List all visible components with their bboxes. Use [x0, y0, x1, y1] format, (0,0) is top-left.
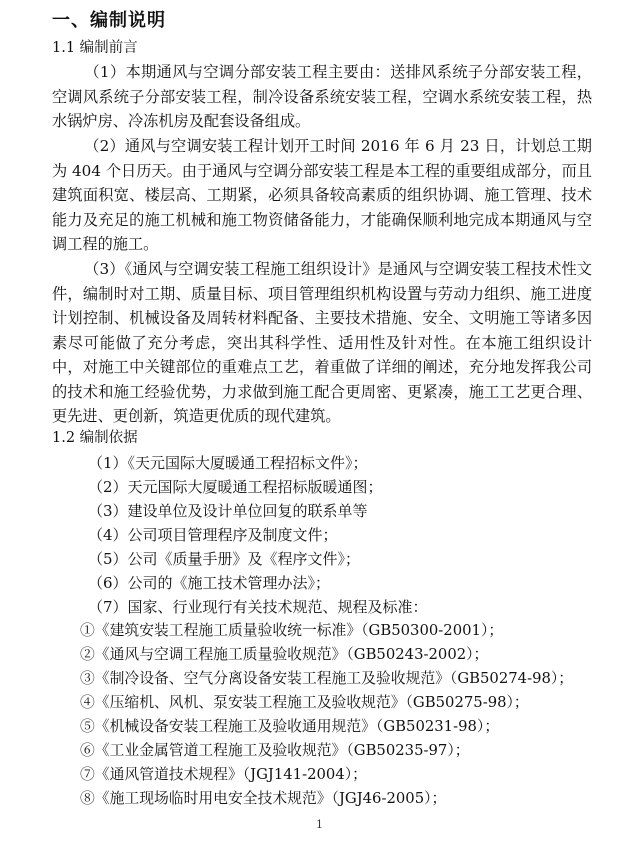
basis-item-7: （7）国家、行业现行有关技术规范、规程及标准： [88, 598, 428, 616]
standard-item-5: ⑤《机械设备安装工程施工及验收通用规范》（GB50231-98）； [80, 718, 500, 735]
page-number: 1 [316, 818, 323, 831]
basis-item-1: （1）《天元国际大厦暖通工程招标文件》； [88, 454, 368, 472]
basis-item-6: （6）公司的《施工技术管理办法》； [88, 574, 331, 592]
standard-item-4: ④《压缩机、风机、泵安装工程施工及验收规范》（GB50275-98）； [80, 694, 529, 711]
standard-item-1: ①《建筑安装工程施工质量验收统一标准》（GB50300-2001）； [80, 622, 504, 639]
section-title: 一、编制说明 [52, 10, 166, 31]
basis-item-3: （3）建设单位及设计单位回复的联系单等 [88, 502, 368, 520]
basis-item-4: （4）公司项目管理程序及制度文件； [88, 526, 338, 544]
standard-item-7: ⑦《通风管道技术规程》（JGJ141-2004）； [80, 766, 367, 783]
paragraph-1 [52, 60, 592, 134]
paragraph-3 [52, 257, 592, 429]
paragraph-2 [52, 134, 592, 257]
standard-item-6: ⑥《工业金属管道工程施工及验收规范》（GB50235-97）； [80, 742, 470, 759]
subsection-title-1-2: 1.2 编制依据 [52, 430, 138, 446]
paragraph-2-text: （2）通风与空调安装工程计划开工时间 2016 年 6 月 23 日，计划总工期为 404 个日历天。由于通风与空调分部安装工程是本工程的重要组成部分，而且建筑面积宽、楼层高、工期紧，必须具备较高素质的组织协调、施工管理、技术能力及充足的施工机械和施工物资储备能力，才能确保顺利地完成本期通风与空调工程的施工。 [52, 137, 592, 253]
standard-item-2: ②《通风与空调工程施工质量验收规范》（GB50243-2002）； [80, 646, 489, 663]
subsection-title-1-1: 1.1 编制前言 [52, 40, 138, 56]
basis-item-5: （5）公司《质量手册》及《程序文件》； [88, 550, 361, 568]
standard-item-3: ③《制冷设备、空气分离设备安装工程施工及验收规范》（GB50274-98）； [80, 670, 574, 687]
basis-item-2: （2）天元国际大厦暖通工程招标版暖通图； [88, 478, 383, 496]
paragraph-1-text: （1）本期通风与空调分部安装工程主要由：送排风系统子分部安装工程，空调风系统子分部安装工程，制冷设备系统安装工程，空调水系统安装工程，热水锅炉房、冷冻机房及配套设备组成。 [52, 63, 592, 130]
standard-item-8: ⑧《施工现场临时用电安全技术规范》（JGJ46-2005）； [80, 790, 447, 807]
paragraph-3-text: （3）《通风与空调安装工程施工组织设计》是通风与空调安装工程技术性文件，编制时对工期、质量目标、项目管理组织机构设置与劳动力组织、施工进度计划控制、机械设备及周转材料配备、主要技术措施、安全、文明施工等诸多因素尽可能做了充分考虑，突出其科学性、适用性及针对性。在本施工组织设计中，对施工中关键部位的重难点工艺，着重做了详细的阐述，充分地发挥我公司的技术和施工经验优势，力求做到施工配合更周密、更紧凑，施工工艺更合理、更先进、更创新，筑造更优质的现代建筑。 [52, 260, 592, 425]
